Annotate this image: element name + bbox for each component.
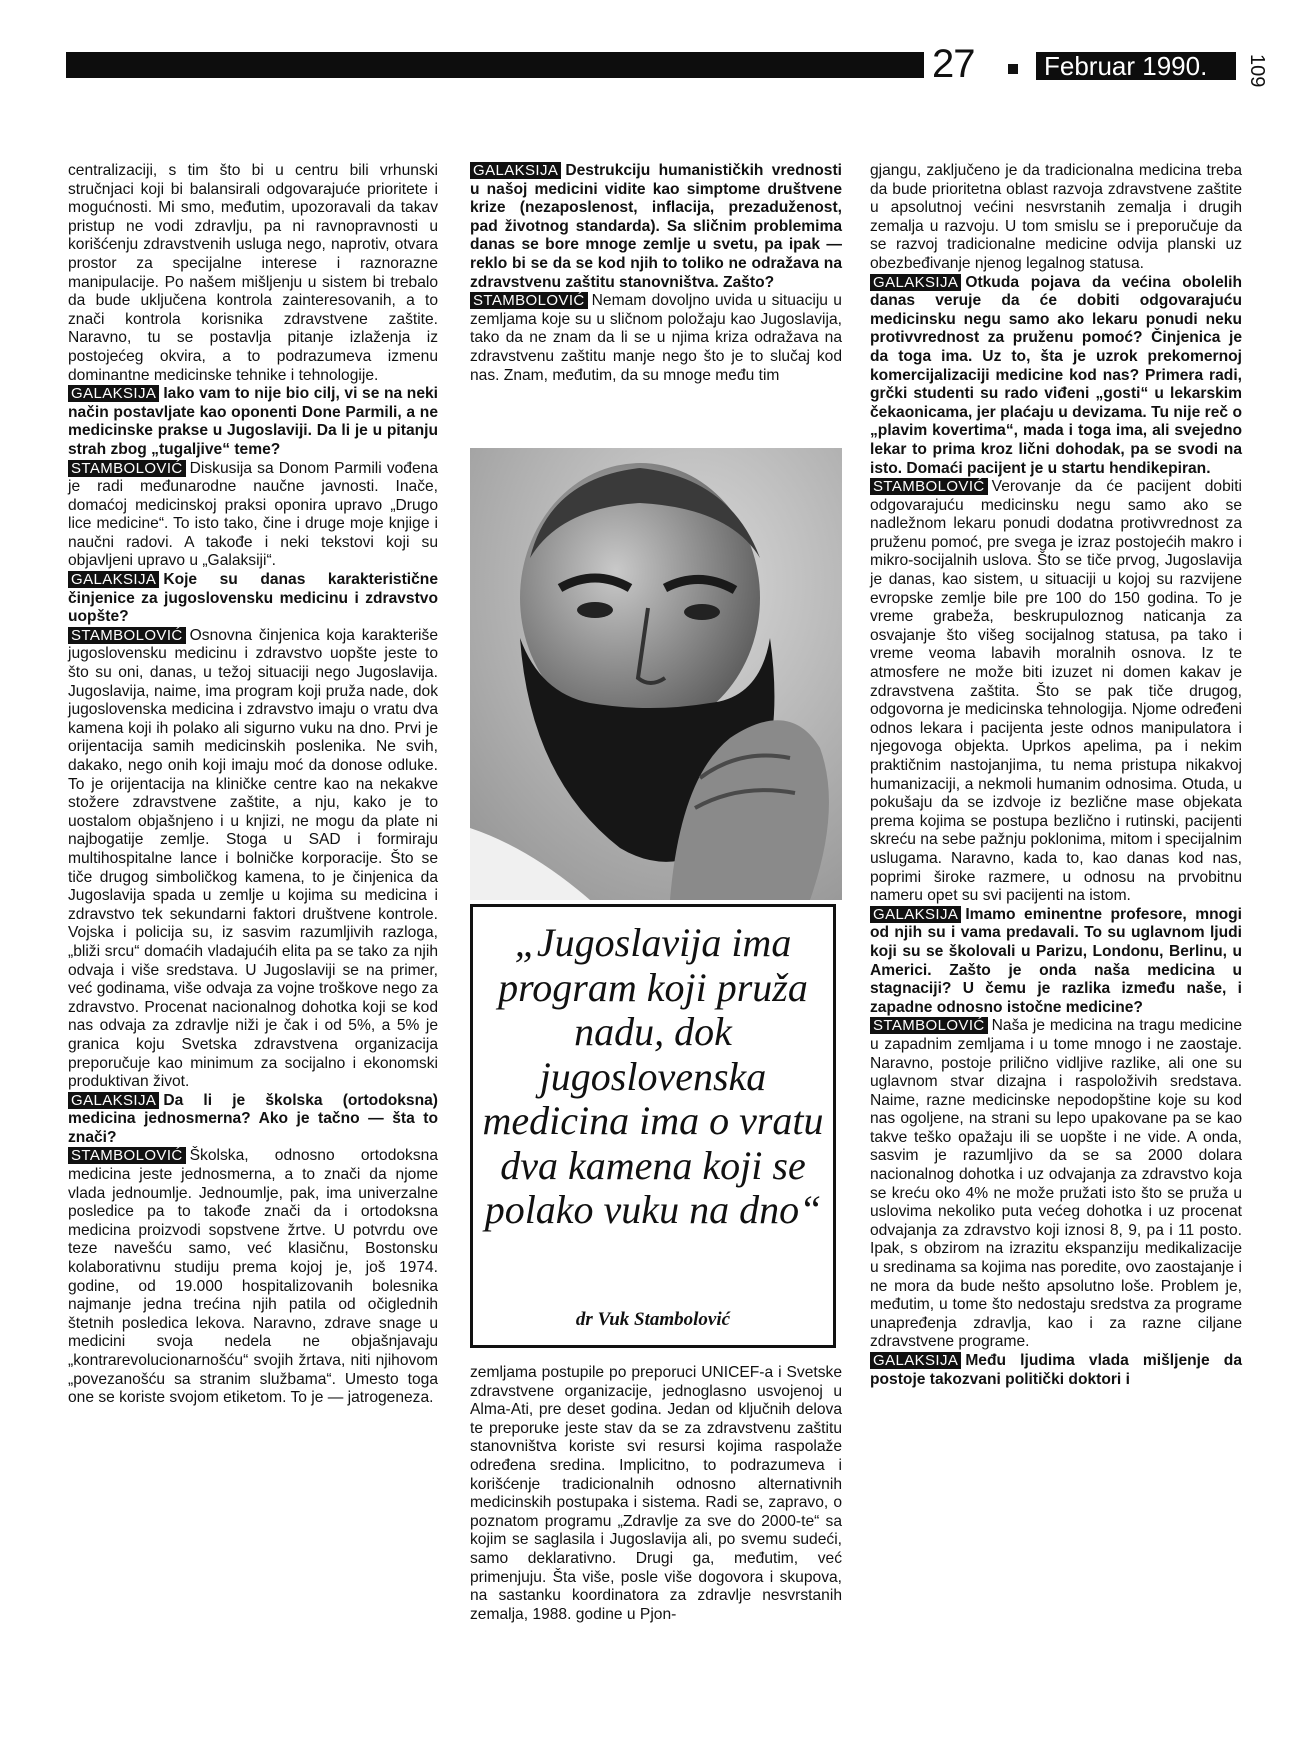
column-1: [68, 162, 438, 1408]
bullet-icon: [1008, 64, 1018, 74]
question: [68, 1092, 438, 1148]
answer: [870, 478, 1242, 906]
answer-text: Školska, odnosno ortodoksna medicina jeste jednosmerna, a to znači da njome vlada jednoumlje. Jednoumlje, pak, ima univerzalne posledice pa to takođe znači da i ortodoksna medicina proizvodi sopstvene žrtve. U potvrdu ove teze navešću samo, već klasičnu, Bostonsku kolaborativnu studiju prema kojoj je, još 1974. godine, od 19.000 hospitalizovanih bolesnika najmanje jedna trećina njih patila od očiglednih štetnih posledica lekova. Naravno, zdrave snage u medicini svoja nedela ne objašnjavaju „kontrarevolucionarnošću“ svojih žrtava, niti njihovom „povezanošću sa stranim službama“. Umesto toga one se koriste svojom etiketom. To je — jatrogeneza.: [68, 1147, 438, 1407]
answer: [870, 1017, 1242, 1352]
column-2: [470, 162, 842, 385]
question-text: Da li je školska (ortodoksna) medicina jednosmerna? Ako je tačno — šta to znači?: [68, 1091, 438, 1146]
answer: [470, 292, 842, 385]
header-rule: [66, 52, 924, 78]
paragraph: zemljama postupile po preporuci UNICEF-a i Svetske zdravstvene organizacije, jednoglasno usvojenoj u Alma-Ati, pre deset godina. Jedan od ključnih delova te preporuke jeste stav da se za zdravstvenu zaštitu stanovništva koriste svi resursi kojima raspolaže određena sredina. Implicitno, to podrazumeva i korišćenje tradicionalnih odnosno alternativnih medicinskih postupaka i sistema. Radi se, zapravo, o poznatom programu „Zdravlje za sve do 2000-te“ sa kojim se saglasila i Jugoslavija ali, po svemu sudeći, samo deklarativno. Drugi ga, međutim, već primenjuju. Šta više, posle više dogovora i skupova, na sastanku koordinatora za zdravlje nesvrstanih zemalja, 1988. godine u Pjon-: [470, 1364, 842, 1623]
paragraph: gjangu, zaključeno je da tradicionalna medicina treba da bude prioritetna oblast razvoja zdravstvene zaštite u apsolutnoj većini nesvrstanih zemalja i drugih zemalja u razvoju. U tom smislu se i preporučuje da se razvoj tradicionalne medicine odvija planski uz obezbeđivanje njenog legalnog statusa.: [870, 162, 1242, 272]
question: [68, 385, 438, 459]
interviewer-label: GALAKSIJA: [870, 274, 961, 291]
interviewee-label: STAMBOLOVIĆ: [68, 460, 186, 477]
interviewee-label: STAMBOLOVIĆ: [68, 1147, 186, 1164]
column-3: [870, 162, 1242, 1389]
question: [68, 571, 438, 627]
interviewee-label: STAMBOLOVIĆ: [870, 478, 988, 495]
interviewee-label: STAMBOLOVIĆ: [68, 627, 186, 644]
answer: [68, 1147, 438, 1407]
question: [870, 274, 1242, 479]
quote-author: dr Vuk Stambolović: [575, 1309, 731, 1330]
pull-quote: „Jugoslavija ima program koji pruža nadu, dok jugoslovenska medicina ima o vratu dva kamena koji se polako vuku na dno“: [482, 920, 824, 1232]
question: [470, 162, 842, 292]
portrait-photo: [470, 448, 842, 900]
interviewer-label: GALAKSIJA: [68, 1092, 159, 1109]
answer-text: Osnovna činjenica koja karakteriše jugoslovensku medicinu i zdravstvo uopšte jeste to što su oni, danas, u težoj situaciji nego Jugoslavija. Jugoslavija, naime, ima program koji pruža nade, dok jugoslovenska medicina i zdravstvo imaju o vratu dva kamena koji ih polako ali sigurno vuku na dno. Prvi je orijentacija samih medicinskih poslenika. Ne svih, dakako, nego onih koji imaju moć da donose odluke. To je orijentacija na kliničke centre kao na nekakve stožere zdravstvene zaštite, a nju, kako je to uostalom objašnjeno i u knjizi, ne mogu da plate ni najbogatije zemlje. Stoga u SAD i formiraju multihospitalne lance i bolničke korporacije. Što se tiče drugog simboličkog kamena, to je činjenica da Jugoslavija spada u zemlje u kojima su medicina i zdravstvo tek sekundarni faktori društvene kontrole. Vojska i policija su, iz sasvim razumljivih razloga, „bliži srcu“ domaćih vladajućih elita pa se tako za njih odvaja i više sredstava. U Jugoslaviji se na primer, već godinama, više odvaja za vojne troškove nego za zdravstvo. Procenat nacionalnog dohotka koji se kod nas odvaja za zdravlje niži je čak i od 5%, a 5% je granica koju Svetska zdravstvena organizacija preporučuje kao minimum za socijalno i ekonomski produktivan život.: [68, 626, 438, 1091]
interviewee-label: STAMBOLOVIĆ: [470, 292, 588, 309]
answer: [68, 627, 438, 1092]
interviewer-label: GALAKSIJA: [870, 906, 961, 923]
pull-quote-box: [470, 904, 836, 1348]
question: [870, 1352, 1242, 1389]
issue-number: 27: [932, 42, 975, 86]
question-text: Koje su danas karakteristične činjenice za jugoslovensku medicinu i zdravstvo uopšte?: [68, 571, 438, 626]
question-text: Otkuda pojava da većina obolelih danas veruje da će dobiti odgovarajuću medicinsku negu samo ako lekaru ponudi neku protivvrednost za pruženu pomoć? Činjenica je da toga ima. Uz to, šta je uzrok prekomernoj komercijalizaciji medicine kod nas? Primera radi, grčki studenti su rado viđeni „gosti“ u lekarskim čekaonicama, jer plaćaju u devizama. Tu nije reč o „plavim kovertima“, mada i toga ima, ali svejedno lekar to prima kroz lični dohodak, pa se svodi na isto. Domaći pacijent je u startu hendikepiran.: [870, 273, 1242, 477]
question: [870, 906, 1242, 1018]
question-text: Destrukciju humanističkih vrednosti u našoj medicini vidite kao simptome društvene krize (nezaposlenost, inflacija, prezaduženost, pad životnog standarda). Sa sličnim problemima danas se bore mnoge zemlje u svetu, pa ipak — reklo bi se da se kod njih to toliko ne odražava na zdravstvenu zaštitu stanovništva. Zašto?: [470, 162, 842, 291]
paragraph: centralizaciji, s tim što bi u centru bili vrhunski stručnjaci koji bi balansirali odgovarajuće prioritete i mogućnosti. Mi smo, međutim, upozoravali da takav pristup ne vodi zdravlju, pa ni ravnopravnosti u korišćenju zdravstvenih usluga nego, naprotiv, otvara prostor za specijalne interese i raznorazne manipulacije. Po našem mišljenju u sistem bi trebalo da bude uključena kontrola zainteresovanih, a to znači kontrola korisnika zdravstvene zaštite. Naravno, tu se postavlja pitanje izlaženja iz postojećeg okvira, a to podrazumeva izmenu dominantne medicinske tehnike i tehnologije.: [68, 162, 438, 384]
interviewee-label: STAMBOLOVIĆ: [870, 1017, 988, 1034]
answer: [68, 460, 438, 572]
answer-text: Diskusija sa Donom Parmili vođena je radi međunarodne naučne javnosti. Inače, domaćoj medicinskoj praksi oponira upravo „Drugo lice medicine“. To isto tako, čine i druge moje knjige i naučni radovi. A takođe i neki tekstovi koji su objavljeni upravo u „Galaksiji“.: [68, 459, 438, 570]
portrait-image: [470, 448, 842, 900]
issue-date: Februar 1990.: [1036, 52, 1215, 80]
answer-text: Verovanje da će pacijent dobiti odgovarajuću medicinsku negu samo ako se nadležnom lekaru ponudi dodatna protivvrednost za pruženu pomoć, pre svega je izraz postojećih makro i mikro-socijalnih uslova. Što se tiče prvog, Jugoslavija je danas, kao sistem, u situaciji u kojoj su razvijene evropske zemlje bile pre 100 do 150 godina. To je vreme grabeža, beskrupuloznog naticanja za osvajanje što višeg socijalnog statusa, pa tako i vreme veoma labavih moralnih osnova. Iz te atmosfere ne može biti izuzet ni domen kakav je zdravstvena zaštita. Što se pak tiče drugog, odgovorna je medicinska tehnologija. Njome određeni odnos lekara i pacijenta jeste odnos manipulatora i njegovoga objekta. Uprkos apelima, pa i nekim praktičnim nastojanjima, tu nema pristupa nikakvoj humanizaciji, a nekmoli humanim odnosima. Otuda, u pokušaju da se izdvoje iz bezlične mase objekata prema kojima se postupa bezlično i rutinski, pacijenti skreću na sebe pažnju poklonima, mitom i specijalnim uslugama. Naravno, kada to, kao danas kod nas, poprimi široke razmere, u odnosu na prvobitnu nameru opet su svi pacijenti na istom.: [870, 478, 1242, 905]
answer-text: Naša je medicina na tragu medicine u zapadnim zemljama i u tome mnogo i ne zaostaje. Naravno, postoje prilično vidljive razlike, ali one su uglavnom stvar dizajna i raspoloživih sredstava. Naime, razne medicinske nepodopštine koje su kod nas ogoljene, na strani su lepo upakovane pa se kao takve teško opažaju ili se uopšte i ne vide. A onda, sasvim je razumljivo da se sa 2000 dolara nacionalnog dohotka i uz odvajanja za zdravstvo koja se kreću oko 4% ne može pružati isto što se pruža u uslovima nekoliko puta većeg dohotka i uz procenat odvajanja za zdravstvo koji iznosi 8, 9, pa i 11 posto. Ipak, s obzirom na izrazitu ekspanziju medikalizacije u sredinama sa kojima nas poredite, ovo zaostajanje i ne mora da bude nešto apsolutno loše. Problem je, međutim, u tome što nedostaju sredstva za programe unapređenja zdravlja, kao i za razne ciljane zdravstvene programe.: [870, 1017, 1242, 1351]
answer-text: Nemam dovoljno uvida u situaciju u zemljama koje su u sličnom položaju kao Jugoslavija, tako da ne znam da li se u njima kriza odražava na zdravstvenu zaštitu manje nego što je to slučaj kod nas. Znam, međutim, da su mnoge među tim: [470, 292, 842, 384]
question-text: Iako vam to nije bio cilj, vi se na neki način postavljate kao oponenti Done Parmili, a ne medicinske prakse u Jugoslaviji. Da li je u pitanju strah zbog „tugaljive“ teme?: [68, 385, 438, 458]
interviewer-label: GALAKSIJA: [870, 1352, 961, 1369]
header-end-block: [1208, 52, 1236, 80]
question-text: Imamo eminentne profesore, mnogi od njih su i vama predavali. To su uglavnom ljudi koji su se školovali u Parizu, Londonu, Berlinu, u Americi. Zašto je onda naša medicina u stagnaciji? U čemu je razlika između naše, i zapadne odnosno istočne medicine?: [870, 905, 1242, 1016]
page-number: 109: [1246, 54, 1268, 88]
question-text: Među ljudima vlada mišljenje da postoje takozvani politički doktori i: [870, 1352, 1242, 1388]
interviewer-label: GALAKSIJA: [470, 162, 561, 179]
interviewer-label: GALAKSIJA: [68, 385, 159, 402]
interviewer-label: GALAKSIJA: [68, 571, 159, 588]
column-2-continued: [470, 1364, 842, 1624]
